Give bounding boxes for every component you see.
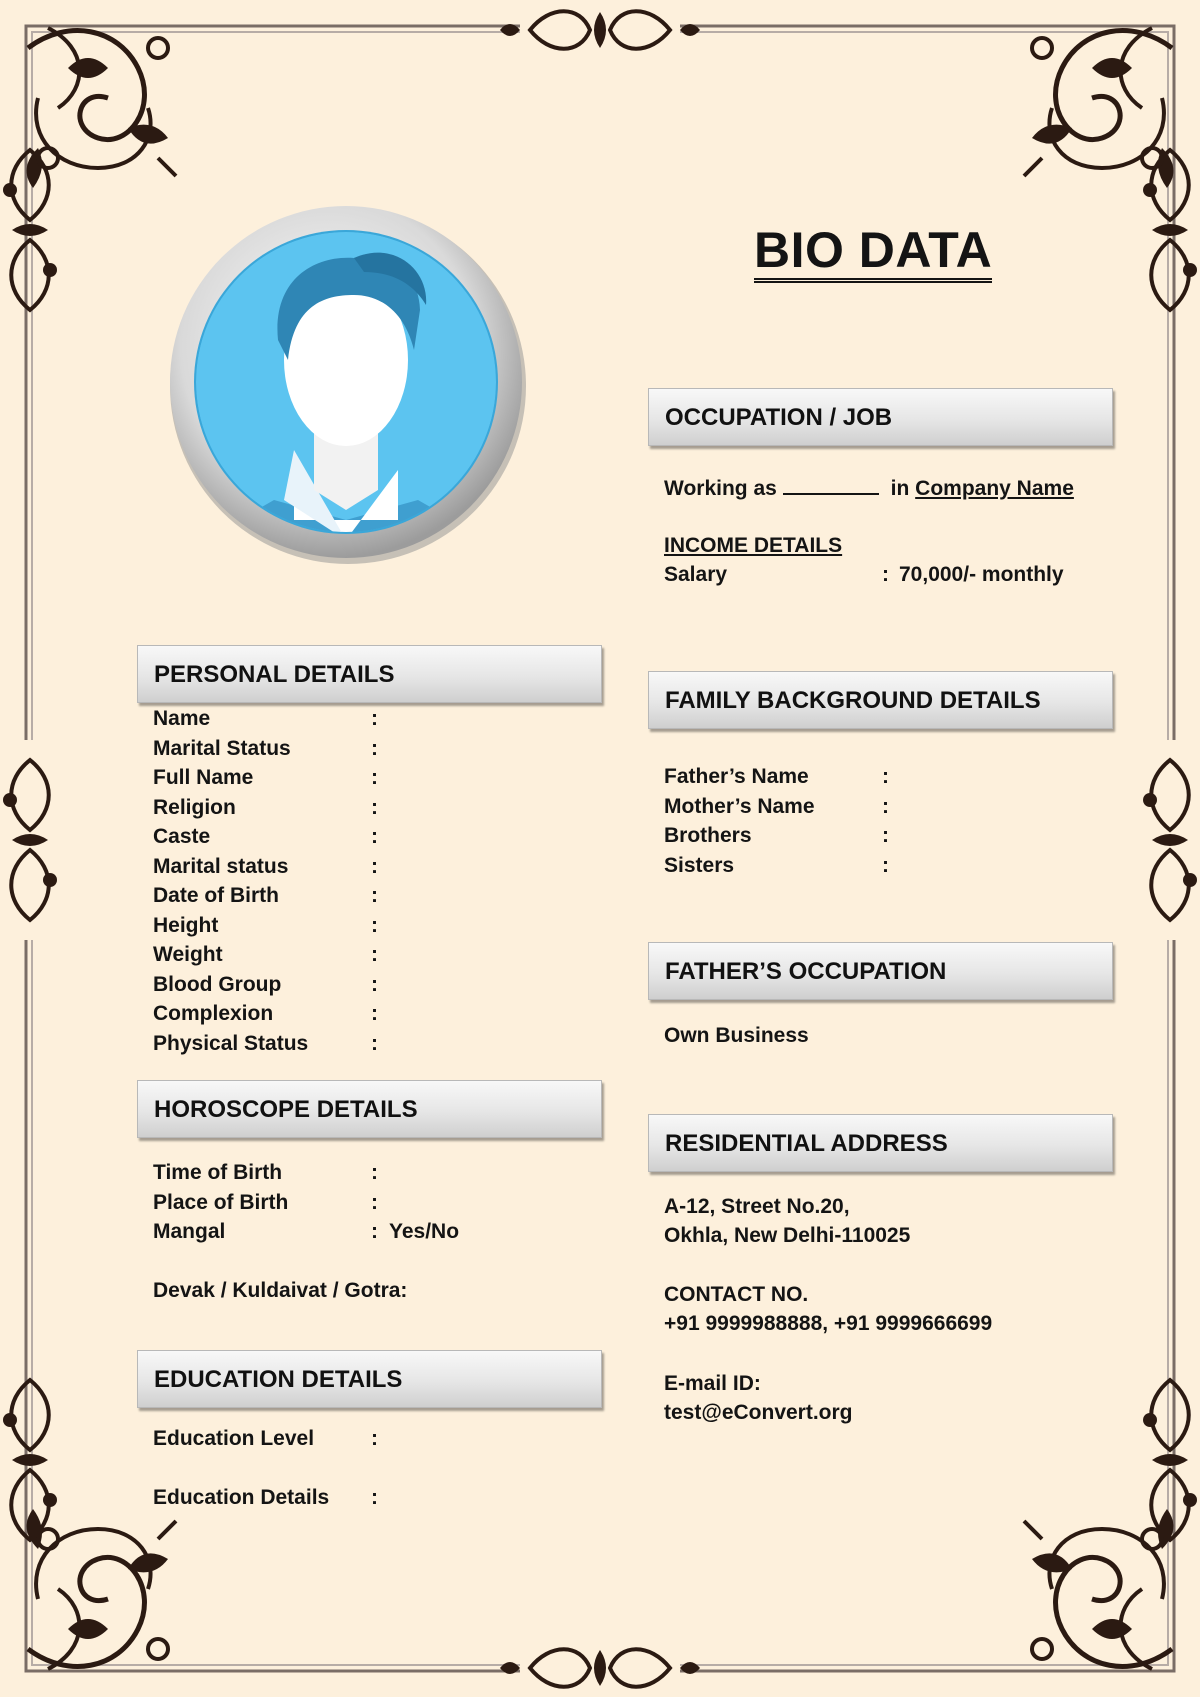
horoscope-detail-row xyxy=(153,1191,593,1219)
personal-detail-row xyxy=(153,855,593,883)
personal-detail-row xyxy=(153,825,593,853)
personal-detail-row xyxy=(153,796,593,824)
personal-detail-label: Name xyxy=(153,707,211,730)
education-detail-label: Education Details xyxy=(153,1486,330,1509)
family-background-header: FAMILY BACKGROUND DETAILS xyxy=(648,671,1113,729)
salary-label: Salary xyxy=(664,563,728,586)
personal-detail-label: Full Name xyxy=(153,766,254,789)
horoscope-detail-colon: : xyxy=(371,1161,378,1184)
family-detail-colon: : xyxy=(882,765,889,788)
family-detail-row xyxy=(664,854,1104,882)
family-detail-colon: : xyxy=(882,853,889,877)
email-heading: E-mail ID: xyxy=(664,1372,761,1395)
personal-detail-row xyxy=(153,766,593,794)
personal-detail-colon: : xyxy=(371,884,378,907)
horoscope-detail-label: Time of Birth xyxy=(153,1161,283,1184)
contact-heading: CONTACT NO. xyxy=(664,1283,809,1306)
personal-detail-label: Marital status xyxy=(153,854,289,878)
personal-detail-row xyxy=(153,884,593,912)
horoscope-detail-value: Yes/No xyxy=(389,1220,460,1243)
horoscope-detail-row xyxy=(153,1161,593,1189)
education-detail-colon: : xyxy=(371,1427,378,1450)
personal-details-header: PERSONAL DETAILS xyxy=(137,645,602,703)
horoscope-details-header: HOROSCOPE DETAILS xyxy=(137,1080,602,1138)
salary-colon: : xyxy=(882,563,889,586)
personal-detail-colon: : xyxy=(371,795,378,819)
family-detail-colon: : xyxy=(882,824,889,847)
working-as-label: Working as xyxy=(664,477,777,500)
fathers-occupation-value: Own Business xyxy=(664,1024,809,1047)
personal-detail-label: Height xyxy=(153,913,219,937)
education-detail-colon: : xyxy=(371,1486,378,1509)
education-detail-row xyxy=(153,1427,593,1455)
family-detail-label: Father’s Name xyxy=(664,765,809,788)
personal-detail-label: Date of Birth xyxy=(153,884,279,907)
page-title: BIO DATA xyxy=(754,222,992,283)
personal-detail-colon: : xyxy=(371,972,378,996)
contact-numbers: +91 9999988888, +91 9999666699 xyxy=(664,1312,993,1335)
family-detail-label: Mother’s Name xyxy=(664,794,815,818)
family-detail-label: Sisters xyxy=(664,853,735,877)
personal-detail-colon: : xyxy=(371,707,378,730)
fathers-occupation-header: FATHER’S OCCUPATION xyxy=(648,942,1113,1000)
personal-detail-label: Physical Status xyxy=(153,1031,309,1055)
occupation-header: OCCUPATION / JOB xyxy=(648,388,1113,446)
personal-detail-colon: : xyxy=(371,913,378,937)
family-detail-row xyxy=(664,824,1104,852)
education-detail-row xyxy=(153,1486,593,1514)
personal-detail-row xyxy=(153,1002,593,1030)
horoscope-detail-colon: : xyxy=(371,1220,378,1243)
family-detail-label: Brothers xyxy=(664,824,752,847)
family-detail-row xyxy=(664,765,1104,793)
personal-detail-colon: : xyxy=(371,736,378,760)
horoscope-detail-label: Mangal xyxy=(153,1220,226,1243)
personal-detail-label: Caste xyxy=(153,825,211,848)
personal-detail-row xyxy=(153,737,593,765)
email-value: test@eConvert.org xyxy=(664,1401,853,1424)
personal-detail-colon: : xyxy=(371,766,378,789)
horoscope-detail-label: Place of Birth xyxy=(153,1190,289,1214)
in-label: in xyxy=(890,477,910,500)
personal-detail-colon: : xyxy=(371,1031,378,1055)
address-line-1: A-12, Street No.20, xyxy=(664,1195,850,1218)
gotra-label: Devak / Kuldaivat / Gotra: xyxy=(153,1279,408,1302)
family-detail-colon: : xyxy=(882,794,889,818)
personal-detail-label: Complexion xyxy=(153,1002,274,1025)
horoscope-detail-colon: : xyxy=(371,1190,378,1214)
personal-detail-colon: : xyxy=(371,943,378,966)
personal-detail-label: Blood Group xyxy=(153,972,282,996)
salary-row xyxy=(664,563,1124,591)
residential-address-header: RESIDENTIAL ADDRESS xyxy=(648,1114,1113,1172)
company-name: Company Name xyxy=(915,477,1074,500)
personal-detail-row xyxy=(153,707,593,735)
personal-detail-row xyxy=(153,943,593,971)
personal-detail-label: Weight xyxy=(153,943,223,966)
personal-detail-row xyxy=(153,973,593,1001)
personal-detail-colon: : xyxy=(371,854,378,878)
horoscope-detail-row xyxy=(153,1220,593,1248)
personal-detail-colon: : xyxy=(371,825,378,848)
address-line-2: Okhla, New Delhi-110025 xyxy=(664,1224,911,1247)
working-as-line xyxy=(664,475,1074,501)
education-detail-label: Education Level xyxy=(153,1427,315,1450)
salary-value: 70,000/- monthly xyxy=(899,563,1064,586)
education-details-header: EDUCATION DETAILS xyxy=(137,1350,602,1408)
personal-detail-colon: : xyxy=(371,1002,378,1025)
job-title-blank xyxy=(783,475,879,495)
male-avatar-icon xyxy=(164,200,528,564)
income-heading: INCOME DETAILS xyxy=(664,534,843,557)
family-detail-row xyxy=(664,795,1104,823)
personal-detail-row xyxy=(153,1032,593,1060)
personal-detail-label: Marital Status xyxy=(153,736,291,760)
personal-detail-label: Religion xyxy=(153,795,236,819)
personal-detail-row xyxy=(153,914,593,942)
